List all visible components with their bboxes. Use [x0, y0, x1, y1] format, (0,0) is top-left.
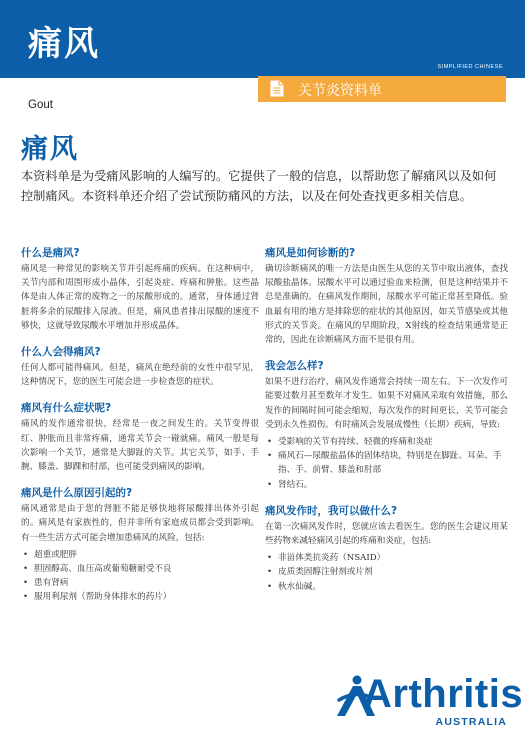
- section-body: 痛风通常是由于您的肾脏不能足够快地将尿酸排出体外引起的。痛风是有家族性的，但并非所有家庭成员都会受到影响。有一些生活方式可能会增加患痛风的风险，包括:: [21, 504, 259, 543]
- list-item: • 非甾体类抗炎药（NSAID）: [265, 551, 508, 565]
- section-outlook: [265, 359, 508, 492]
- chronic-effects-list: [265, 435, 508, 492]
- section-heading: 什么是痛风?: [21, 247, 80, 259]
- section-body: 在第一次痛风发作时，您就应该去看医生。您的医生会建议用某些药物来减轻痛风引起的疼痛和炎症，包括:: [265, 521, 508, 547]
- section-diagnosis: [265, 246, 508, 347]
- list-item: • 秋水仙碱。: [265, 580, 508, 594]
- section-symptoms: [21, 401, 259, 474]
- section-heading: 痛风有什么症状呢?: [21, 402, 112, 415]
- language-label: SIMPLIFIED CHINESE: [437, 64, 503, 70]
- tab-label: 关节炎资料单: [298, 83, 382, 99]
- left-column: [21, 246, 259, 617]
- section-heading: 我会怎么样?: [265, 360, 324, 373]
- section-heading: 痛风发作时，我可以做什么?: [265, 504, 398, 517]
- arthritis-australia-logo: [335, 672, 524, 732]
- list-item: • 患有肾病: [21, 576, 259, 590]
- section-body: 痛风的发作通常很快，经常是一夜之间发生的。关节变得很红、肿胀而且非常疼痛，通常关节会一碰就痛。痛风一般是每次影响一个关节，通常是大脚趾的关节。其它关节，如手、手腕、膝盖、脚踝和肘部，也可能受到痛风的影响。: [21, 419, 259, 473]
- list-item: • 痛风石—尿酸盐晶体的固体结块，特别是在脚趾、耳朵、手指、手、前臂、膝盖和肘部: [265, 449, 508, 477]
- section-heading: 痛风是如何诊断的?: [265, 247, 356, 259]
- list-item: • 皮质类固醇注射剂或片剂: [265, 565, 508, 579]
- fact-sheet-tab: [258, 76, 506, 102]
- intro-paragraph: 本资料单是为受痛风影响的人编写的。它提供了一般的信息，以帮助您了解痛风以及如何控制痛风。本资料单还介绍了尝试预防痛风的方法，以及在何处查找更多相关信息。: [21, 169, 497, 203]
- section-body: 痛风是一种常见的影响关节并引起疼痛的疾病。在这种病中，关节内部和周围形成小晶体，引起炎症、疼痛和肿胀。这些晶体是由人体正常的废物之一的尿酸形成的。通常，身体通过肾脏将多余的尿酸排入尿液。但是，痛风患者排出尿酸的速度不够快，这就导致尿酸水平增加并形成晶体。: [21, 264, 259, 331]
- section-heading: 什么人会得痛风?: [21, 346, 101, 359]
- banner-title: 痛风: [28, 24, 100, 64]
- list-item: • 受影响的关节有持续、轻微的疼痛和炎症: [265, 435, 508, 449]
- page-title: 痛风: [21, 134, 79, 165]
- header-banner: [0, 0, 525, 78]
- logo-subtext: AUSTRALIA: [435, 716, 507, 728]
- section-heading: 痛风是什么原因引起的?: [21, 487, 133, 500]
- document-icon: [270, 80, 284, 97]
- list-item: • 肾结石。: [265, 478, 508, 492]
- list-item: • 服用利尿剂（帮助身体排水的药片）: [21, 590, 259, 604]
- list-item: • 超重或肥胖: [21, 548, 259, 562]
- risk-factor-list: [21, 548, 259, 605]
- logo-wordmark: Arthritis: [363, 672, 524, 716]
- section-body: 任何人都可能得痛风。但是，痛风在绝经前的女性中很罕见，这种情况下，您的医生可能会进一步检查您的症状。: [21, 363, 259, 388]
- section-causes: [21, 486, 259, 604]
- medication-list: [265, 551, 508, 594]
- section-body: 如果不进行治疗，痛风发作通常会持续一周左右。下一次发作可能要过数月甚至数年才发生。如果不对痛风采取有效措施，那么发作的间隔时间可能会缩短，每次发作的时间更长，关节可能会受到永久性损伤。有时痛风会发展成慢性（长期）疾病，导致:: [265, 377, 508, 430]
- list-item: • 胆固醇高、血压高或葡萄糖耐受不良: [21, 562, 259, 576]
- right-column: [265, 246, 508, 606]
- section-who-gets-gout: [21, 345, 259, 389]
- section-body: 确切诊断痛风的唯一方法是由医生从您的关节中取出液体，查找尿酸盐晶体。尿酸水平可以通过验血来检测，但是这种结果并不总是准确的。在痛风发作期间，尿酸水平可能正常甚至降低。验血最有用的地方是排除您的症状的其他原因，如关节感染或其他形式的关节炎。在痛风的早期阶段，X射线的检查结果通常是正常的，因此在诊断痛风方面不是很有用。: [265, 264, 508, 346]
- section-during-attack: [265, 504, 508, 594]
- english-subtitle: Gout: [28, 99, 53, 111]
- section-what-is-gout: [21, 246, 259, 333]
